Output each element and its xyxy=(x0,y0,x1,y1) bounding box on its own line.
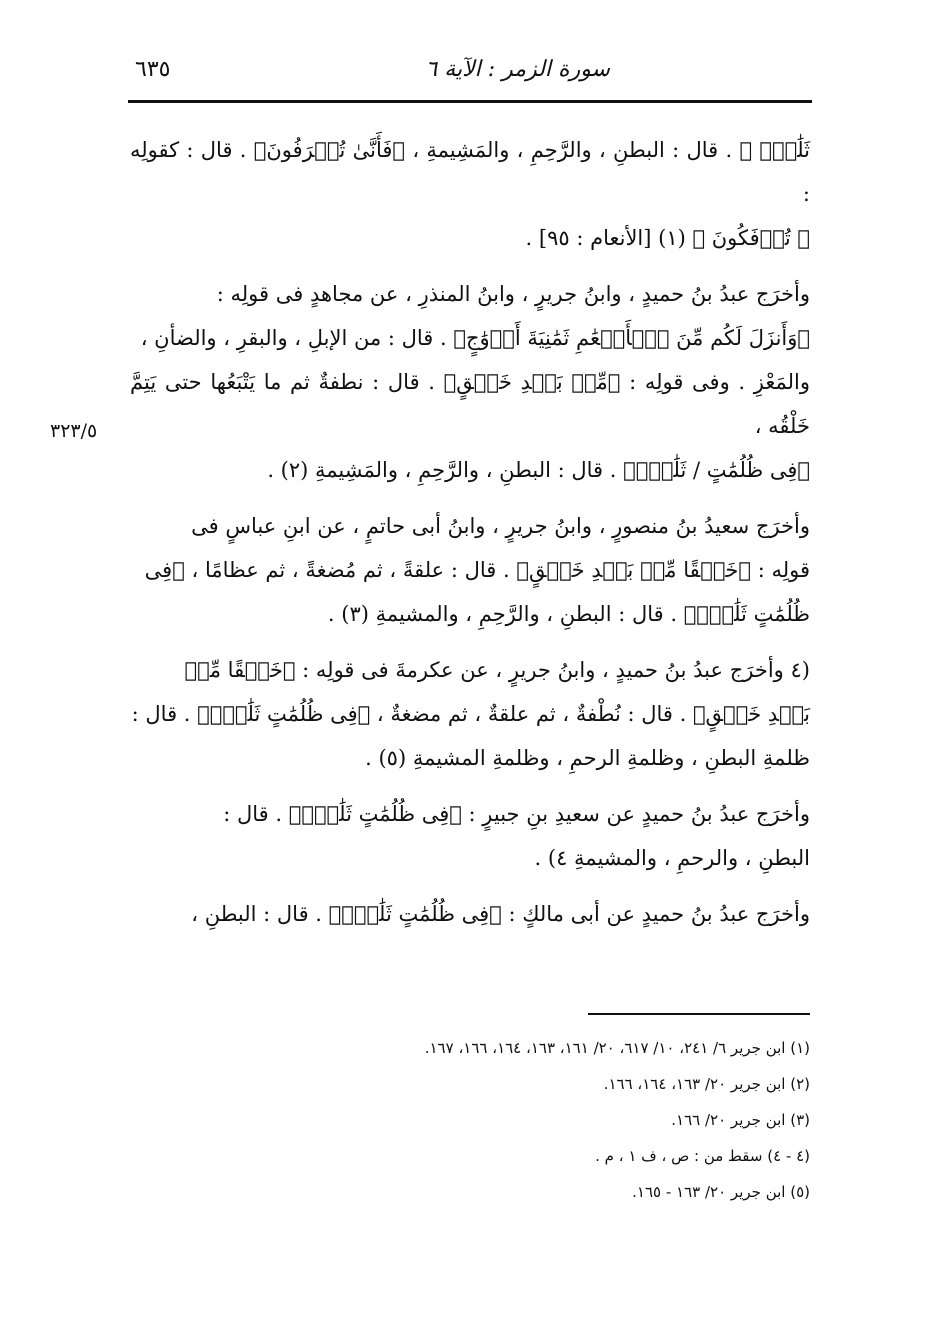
paragraph xyxy=(130,648,810,780)
running-title: سورة الزمر : الآية ٦ xyxy=(425,57,610,82)
footnote: (٥) ابن جرير ٢٠/ ١٦٣ - ١٦٥. xyxy=(632,1183,810,1201)
page-header xyxy=(130,55,810,95)
footnote: (٣) ابن جرير ٢٠/ ١٦٦. xyxy=(671,1111,810,1129)
text-line: وأخرَج عبدُ بنُ حميدٍ عن سعيدِ بنِ جبيرٍ : ﴿فِى ظُلُمَٰتٍ ثَلَٰثٍۚ﴾ . قال : xyxy=(223,802,810,826)
footnote: (٢) ابن جرير ٢٠/ ١٦٣، ١٦٤، ١٦٦. xyxy=(603,1075,810,1093)
footnote-divider xyxy=(588,1013,810,1015)
paragraph xyxy=(130,272,810,492)
text-line: (٤ وأخرَج عبدُ بنُ حميدٍ ، وابنُ جريرٍ ، عن عكرمةَ فى قولِه : ﴿خَلۡقًا مِّنۢ xyxy=(184,658,810,682)
footnote: (٤ - ٤) سقط من : ص ، ف ١ ، م . xyxy=(595,1147,810,1165)
text-line: البطنِ ، والرحمِ ، والمشيمةِ ٤) . xyxy=(534,846,810,870)
text-line: ﴿وَأَنزَلَ لَكُم مِّنَ ٱلۡأَنۡعَٰمِ ثَمَٰنِيَةَ أَزۡوَٰجٍ﴾ . قال : من الإبلِ ، والبقرِ ، والضأنِ ، xyxy=(140,326,810,350)
page-number: ٦٣٥ xyxy=(135,57,171,82)
text-line: ظُلُمَٰتٍ ثَلَٰثٍۚ﴾ . قال : البطنِ ، والرَّحِمِ ، والمشيمةِ (٣) . xyxy=(327,602,810,626)
text-line: قولِه : ﴿خَلۡقًا مِّنۢ بَعۡدِ خَلۡقٍ﴾ . قال : علقةً ، ثم مُضغةً ، ثم عظامًا ، ﴿فِى xyxy=(144,558,810,582)
main-text xyxy=(130,128,810,948)
paragraph xyxy=(130,792,810,880)
text-line: ﴿فِى ظُلُمَٰتٍ / ثَلَٰثٍۚ﴾ . قال : البطنِ ، والرَّحِمِ ، والمَشِيمةِ (٢) . xyxy=(267,458,810,482)
paragraph xyxy=(130,892,810,936)
text-line: وأخرَج عبدُ بنُ حميدٍ ، وابنُ جريرٍ ، وابنُ المنذرِ ، عن مجاهدٍ فى قولِه : xyxy=(216,282,810,306)
text-line: والمَعْزِ . وفى قولِه : ﴿مِّنۢ بَعۡدِ خَلۡقٍ﴾ . قال : نطفةٌ ثم ما يَتْبَعُها حتى يَتِمَّ خَلْقُه ، xyxy=(130,370,810,438)
text-line: وأخرَج سعيدُ بنُ منصورٍ ، وابنُ جريرٍ ، وابنُ أبى حاتمٍ ، عن ابنِ عباسٍ فى xyxy=(191,514,810,538)
paragraph xyxy=(130,128,810,260)
margin-reference: ٣٢٣/٥ xyxy=(50,420,98,442)
text-line: ثَلَٰثٍۚ ﴾ . قال : البطنِ ، والرَّحِمِ ، والمَشِيمةِ ، ﴿فَأَنَّىٰ تُصۡرَفُونَ﴾ . قال : كقولِه : xyxy=(130,138,810,206)
footnote: (١) ابن جرير ٦/ ٢٤١، ١٠/ ٦١٧، ٢٠/ ١٦١، ١٦٣، ١٦٤، ١٦٦، ١٦٧. xyxy=(424,1039,810,1057)
header-divider xyxy=(128,100,812,103)
text-line: وأخرَج عبدُ بنُ حميدٍ عن أبى مالكٍ : ﴿فِى ظُلُمَٰتٍ ثَلَٰثٍۚ﴾ . قال : البطنِ ، xyxy=(191,902,810,926)
text-line: بَعۡدِ خَلۡقٍ﴾ . قال : نُطْفةٌ ، ثم علقةٌ ، ثم مضغةٌ ، ﴿فِى ظُلُمَٰتٍ ثَلَٰثٍۚ﴾ . قال : xyxy=(131,702,810,726)
text-line: ﴿ تُؤۡفَكُونَ ﴾ (١) [الأنعام : ٩٥] . xyxy=(525,226,810,250)
footnotes xyxy=(130,1030,810,1210)
text-line: ظلمةِ البطنِ ، وظلمةِ الرحمِ ، وظلمةِ المشيمةِ (٥) . xyxy=(365,746,810,770)
paragraph xyxy=(130,504,810,636)
